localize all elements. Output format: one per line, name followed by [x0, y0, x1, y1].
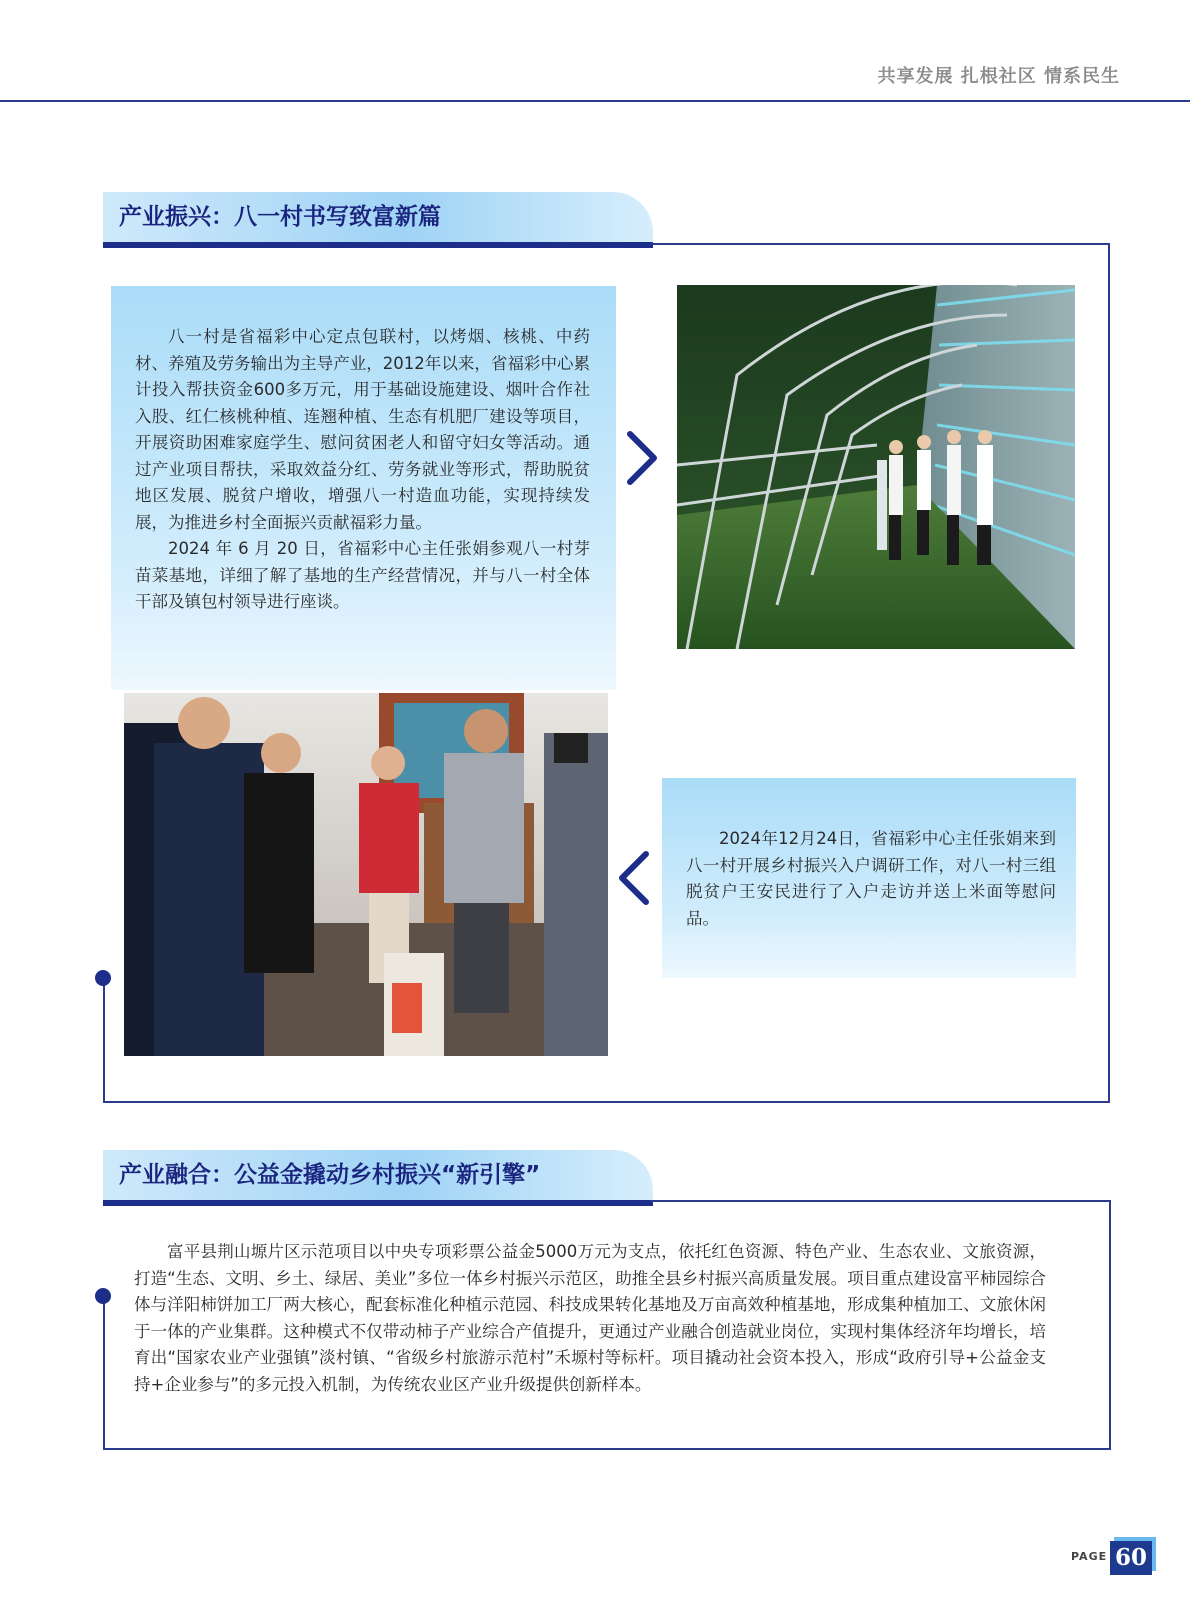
home-visit-photo-svg	[124, 693, 608, 1056]
page-label: PAGE	[1071, 1550, 1108, 1563]
section2-frame-bottom	[103, 1448, 653, 1450]
section1-frame-left	[103, 978, 105, 1103]
section2-heading-tab	[103, 1150, 653, 1206]
section1-text-box	[111, 286, 616, 690]
section2-frame-left	[103, 1296, 105, 1450]
section1-paragraph3: 2024年12月24日，省福彩中心主任张娟来到八一村开展乡村振兴入户调研工作，对八一村三组脱贫户王安民进行了入户走访并送上米面等慰问品。	[686, 829, 1056, 928]
chevron-left-svg	[616, 848, 652, 908]
header-tagline: 共享发展 扎根社区 情系民生	[877, 66, 1120, 87]
greenhouse-photo-svg	[677, 285, 1075, 649]
chevron-right-svg	[624, 428, 660, 488]
section1-bullet-dot	[95, 970, 111, 986]
chevron-left-icon	[616, 848, 652, 919]
greenhouse-photo	[677, 285, 1075, 649]
section1-paragraph1: 八一村是省福彩中心定点包联村，以烤烟、核桃、中药材、养殖及劳务输出为主导产业，2012年以来，省福彩中心累计投入帮扶资金600多万元，用于基础设施建设、烟叶合作社入股、红仁核桃种植、连翘种植、生态有机肥厂建设等项目，开展资助困难家庭学生、慰问贫困老人和留守妇女等活动。通过产业项目帮扶，采取效益分红、劳务就业等形式，帮助脱贫地区发展、脱贫户增收，增强八一村造血功能，实现持续发展，为推进乡村全面振兴贡献福彩力量。	[135, 327, 590, 532]
section2-paragraph: 富平县荆山塬片区示范项目以中央专项彩票公益金5000万元为支点，依托红色资源、特色产业、生态农业、文旅资源，打造“生态、文明、乡土、绿居、美业”多位一体乡村振兴示范区，助推全县乡村振兴高质量发展。项目重点建设富平柿园综合体与洋阳柿饼加工厂两大核心，配套标准化种植示范园、科技成果转化基地及万亩高效种植基地，形成集种植加工、文旅休闲于一体的产业集群。这种模式不仅带动柿子产业综合产值提升，更通过产业融合创造就业岗位，实现村集体经济年均增长，培育出“国家农业产业强镇”淡村镇、“省级乡村旅游示范村”禾塬村等标杆。项目撬动社会资本投入，形成“政府引导+公益金支持+企业参与”的多元投入机制，为传统农业区产业升级提供创新样本。	[134, 1242, 1046, 1394]
section1-text-box-2	[662, 778, 1076, 978]
header-rule	[0, 100, 1190, 102]
section1-frame-bottom	[103, 1101, 653, 1103]
home-visit-photo	[124, 693, 608, 1056]
section1-paragraph2: 2024 年 6 月 20 日，省福彩中心主任张娟参观八一村芽苗菜基地，详细了解了基地的生产经营情况，并与八一村全体干部及镇包村领导进行座谈。	[135, 539, 590, 611]
section1-heading-tab	[103, 192, 653, 248]
section1-title: 产业振兴：八一村书写致富新篇	[119, 204, 441, 230]
section2-body	[134, 1239, 1046, 1398]
chevron-right-icon	[624, 428, 660, 499]
section2-title: 产业融合：公益金撬动乡村振兴“新引擎”	[119, 1162, 541, 1188]
section2-bullet-dot	[95, 1288, 111, 1304]
page-number: 60	[1110, 1541, 1152, 1575]
